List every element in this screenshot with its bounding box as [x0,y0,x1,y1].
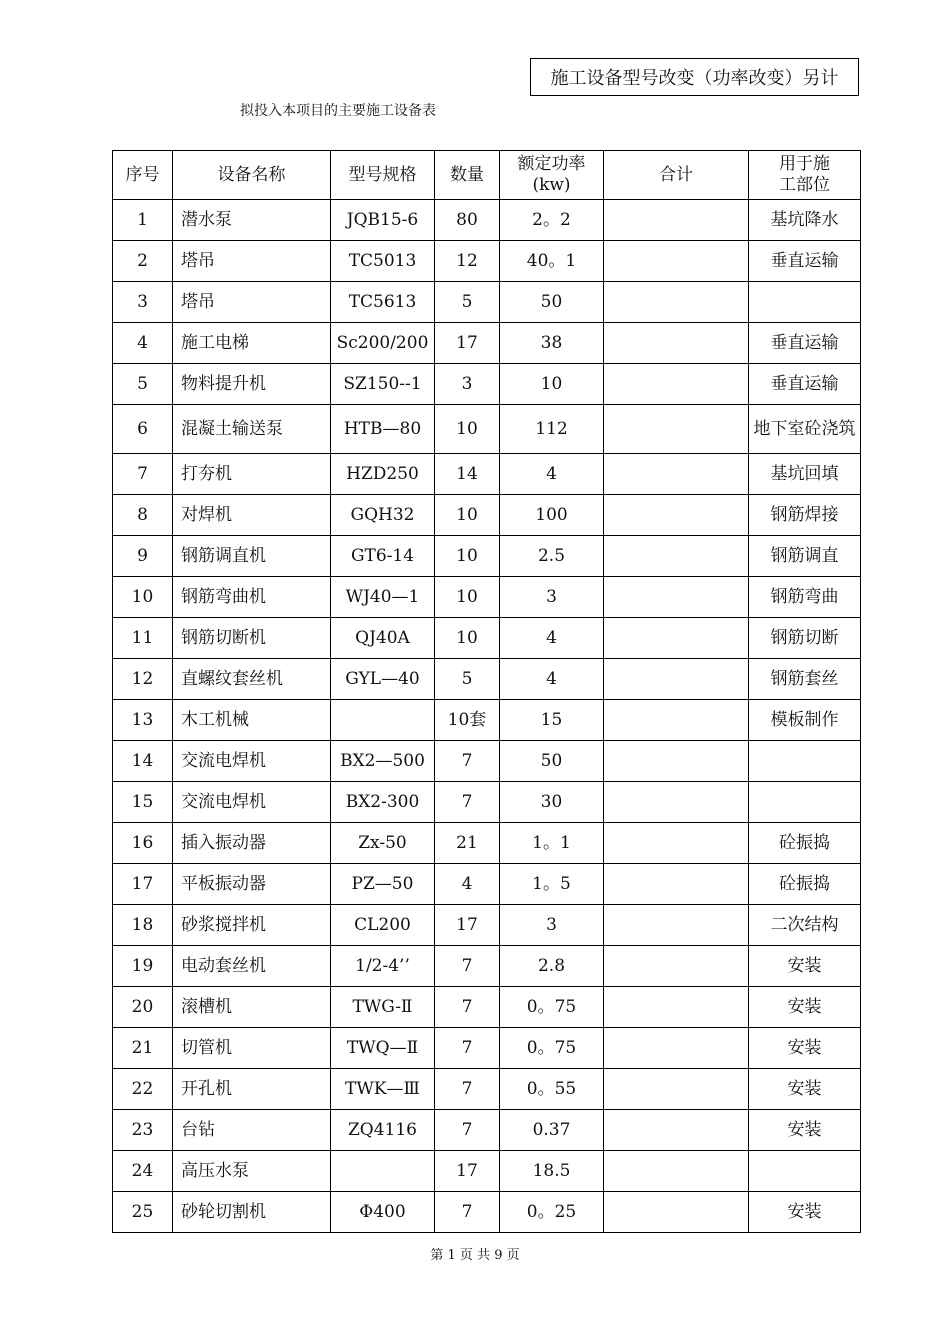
cell-total [604,241,749,282]
cell-total [604,323,749,364]
cell-name: 塔吊 [173,282,331,323]
cell-power: 4 [500,454,604,495]
cell-power: 30 [500,782,604,823]
cell-total [604,823,749,864]
remark-box [530,58,859,96]
cell-qty: 7 [435,987,500,1028]
cell-name: 混凝土输送泵 [173,405,331,454]
table-row [113,241,861,282]
cell-name: 塔吊 [173,241,331,282]
cell-power: 2.8 [500,946,604,987]
cell-usage: 砼振捣 [749,864,861,905]
cell-model: Sc200/200 [331,323,435,364]
cell-power: 50 [500,282,604,323]
cell-qty: 10 [435,536,500,577]
cell-model: 1/2-4’’ [331,946,435,987]
cell-power: 0.37 [500,1110,604,1151]
cell-qty: 7 [435,1192,500,1233]
table-row [113,282,861,323]
cell-name: 切管机 [173,1028,331,1069]
cell-name: 钢筋切断机 [173,618,331,659]
table-title: 拟投入本项目的主要施工设备表 [240,103,436,119]
header-name: 设备名称 [173,151,331,200]
cell-index: 19 [113,946,173,987]
header-row [113,151,861,200]
cell-index: 24 [113,1151,173,1192]
cell-total [604,618,749,659]
cell-qty: 10 [435,495,500,536]
header-power-line1: 额定功率 [517,154,586,174]
cell-power: 3 [500,577,604,618]
cell-total [604,741,749,782]
table-row [113,946,861,987]
cell-qty: 21 [435,823,500,864]
header-qty: 数量 [435,151,500,200]
cell-total [604,536,749,577]
table-row [113,905,861,946]
cell-index: 21 [113,1028,173,1069]
cell-power: 100 [500,495,604,536]
cell-model: Zx-50 [331,823,435,864]
equipment-table [112,150,861,1233]
cell-index: 8 [113,495,173,536]
cell-index: 1 [113,200,173,241]
cell-model: TWK—Ⅲ [331,1069,435,1110]
cell-qty: 10 [435,618,500,659]
cell-model: GYL—40 [331,659,435,700]
cell-model: GQH32 [331,495,435,536]
cell-usage: 钢筋切断 [749,618,861,659]
cell-index: 20 [113,987,173,1028]
cell-model: TC5613 [331,282,435,323]
cell-usage [749,741,861,782]
cell-name: 打夯机 [173,454,331,495]
cell-power: 1。5 [500,864,604,905]
cell-power: 2。2 [500,200,604,241]
cell-usage: 基坑降水 [749,200,861,241]
cell-power: 0。55 [500,1069,604,1110]
cell-usage: 钢筋焊接 [749,495,861,536]
cell-model: BX2—500 [331,741,435,782]
cell-usage: 安装 [749,1192,861,1233]
cell-name: 交流电焊机 [173,782,331,823]
table-row [113,1192,861,1233]
cell-usage: 钢筋套丝 [749,659,861,700]
cell-name: 钢筋调直机 [173,536,331,577]
cell-name: 台钻 [173,1110,331,1151]
cell-name: 高压水泵 [173,1151,331,1192]
header-power-line2: (kw) [532,175,571,195]
table-row [113,405,861,454]
cell-total [604,454,749,495]
cell-total [604,946,749,987]
cell-model: HZD250 [331,454,435,495]
cell-usage [749,782,861,823]
cell-usage: 安装 [749,1028,861,1069]
cell-qty: 10 [435,405,500,454]
cell-name: 物料提升机 [173,364,331,405]
cell-power: 4 [500,659,604,700]
cell-name: 钢筋弯曲机 [173,577,331,618]
cell-name: 对焊机 [173,495,331,536]
cell-usage: 钢筋弯曲 [749,577,861,618]
cell-qty: 7 [435,1110,500,1151]
cell-model: GT6-14 [331,536,435,577]
cell-power: 15 [500,700,604,741]
cell-power: 112 [500,405,604,454]
cell-qty: 7 [435,946,500,987]
cell-qty: 4 [435,864,500,905]
table-row [113,1069,861,1110]
cell-index: 22 [113,1069,173,1110]
cell-name: 砂浆搅拌机 [173,905,331,946]
page-footer: 第 1 页 共 9 页 [430,1248,520,1263]
cell-total [604,782,749,823]
cell-total [604,1069,749,1110]
table-row [113,823,861,864]
cell-power: 3 [500,905,604,946]
table-body [113,200,861,1233]
cell-qty: 17 [435,905,500,946]
cell-total [604,577,749,618]
cell-usage: 钢筋调直 [749,536,861,577]
cell-total [604,864,749,905]
cell-power: 0。25 [500,1192,604,1233]
cell-power: 50 [500,741,604,782]
cell-index: 12 [113,659,173,700]
header-total: 合计 [604,151,749,200]
cell-index: 5 [113,364,173,405]
cell-qty: 14 [435,454,500,495]
table-row [113,577,861,618]
table-row [113,495,861,536]
cell-total [604,495,749,536]
cell-usage: 模板制作 [749,700,861,741]
cell-index: 6 [113,405,173,454]
cell-power: 18.5 [500,1151,604,1192]
cell-index: 7 [113,454,173,495]
cell-usage: 地下室砼浇筑 [749,405,861,454]
cell-qty: 5 [435,659,500,700]
cell-index: 13 [113,700,173,741]
cell-name: 电动套丝机 [173,946,331,987]
cell-power: 4 [500,618,604,659]
header-index: 序号 [113,151,173,200]
table-row [113,364,861,405]
cell-power: 40。1 [500,241,604,282]
table-row [113,782,861,823]
cell-model [331,1151,435,1192]
cell-model: CL200 [331,905,435,946]
cell-model: Φ400 [331,1192,435,1233]
cell-total [604,1192,749,1233]
table-row [113,1151,861,1192]
table-row [113,536,861,577]
cell-index: 18 [113,905,173,946]
cell-name: 施工电梯 [173,323,331,364]
cell-index: 14 [113,741,173,782]
cell-usage: 安装 [749,1110,861,1151]
cell-total [604,700,749,741]
cell-model: PZ—50 [331,864,435,905]
cell-index: 23 [113,1110,173,1151]
table-row [113,1110,861,1151]
cell-qty: 7 [435,741,500,782]
cell-qty: 12 [435,241,500,282]
cell-index: 25 [113,1192,173,1233]
cell-total [604,282,749,323]
table-row [113,987,861,1028]
cell-index: 15 [113,782,173,823]
cell-name: 插入振动器 [173,823,331,864]
cell-qty: 7 [435,1069,500,1110]
cell-index: 11 [113,618,173,659]
cell-qty: 10套 [435,700,500,741]
cell-name: 潜水泵 [173,200,331,241]
cell-index: 9 [113,536,173,577]
cell-usage: 垂直运输 [749,323,861,364]
cell-qty: 3 [435,364,500,405]
table-row [113,700,861,741]
cell-qty: 5 [435,282,500,323]
cell-usage: 安装 [749,946,861,987]
cell-total [604,905,749,946]
remark-text: 施工设备型号改变（功率改变）另计 [550,68,839,89]
cell-usage: 基坑回填 [749,454,861,495]
cell-power: 1。1 [500,823,604,864]
cell-total [604,1151,749,1192]
cell-model: JQB15-6 [331,200,435,241]
table-row [113,454,861,495]
cell-total [604,200,749,241]
cell-usage: 安装 [749,1069,861,1110]
cell-qty: 17 [435,1151,500,1192]
table-row [113,618,861,659]
header-usage-line1: 用于施 [779,154,830,174]
cell-total [604,1028,749,1069]
cell-model: TWQ—Ⅱ [331,1028,435,1069]
cell-index: 3 [113,282,173,323]
table-row [113,659,861,700]
cell-name: 平板振动器 [173,864,331,905]
cell-usage: 垂直运输 [749,364,861,405]
table-row [113,864,861,905]
cell-name: 滚槽机 [173,987,331,1028]
cell-usage: 安装 [749,987,861,1028]
cell-index: 4 [113,323,173,364]
cell-model: QJ40A [331,618,435,659]
cell-index: 2 [113,241,173,282]
cell-qty: 17 [435,323,500,364]
cell-qty: 80 [435,200,500,241]
cell-name: 交流电焊机 [173,741,331,782]
cell-usage [749,1151,861,1192]
cell-total [604,659,749,700]
cell-index: 10 [113,577,173,618]
cell-model: SZ150--1 [331,364,435,405]
cell-usage: 垂直运输 [749,241,861,282]
cell-power: 38 [500,323,604,364]
cell-model: TC5013 [331,241,435,282]
cell-qty: 7 [435,782,500,823]
cell-usage: 二次结构 [749,905,861,946]
cell-qty: 7 [435,1028,500,1069]
table-row [113,741,861,782]
cell-name: 直螺纹套丝机 [173,659,331,700]
cell-model: ZQ4116 [331,1110,435,1151]
cell-total [604,1110,749,1151]
header-usage-line2: 工部位 [779,175,830,195]
cell-usage [749,282,861,323]
cell-index: 16 [113,823,173,864]
cell-power: 0。75 [500,1028,604,1069]
cell-power: 0。75 [500,987,604,1028]
cell-index: 17 [113,864,173,905]
header-model: 型号规格 [331,151,435,200]
cell-name: 开孔机 [173,1069,331,1110]
table-row [113,200,861,241]
table-row [113,323,861,364]
cell-name: 砂轮切割机 [173,1192,331,1233]
cell-usage: 砼振捣 [749,823,861,864]
cell-model: TWG-Ⅱ [331,987,435,1028]
cell-qty: 10 [435,577,500,618]
cell-name: 木工机械 [173,700,331,741]
table-row [113,1028,861,1069]
cell-power: 2.5 [500,536,604,577]
cell-model: HTB—80 [331,405,435,454]
cell-model: WJ40—1 [331,577,435,618]
cell-model [331,700,435,741]
cell-model: BX2-300 [331,782,435,823]
cell-total [604,364,749,405]
header-power [500,151,604,200]
cell-power: 10 [500,364,604,405]
cell-total [604,987,749,1028]
header-usage [749,151,861,200]
cell-total [604,405,749,454]
